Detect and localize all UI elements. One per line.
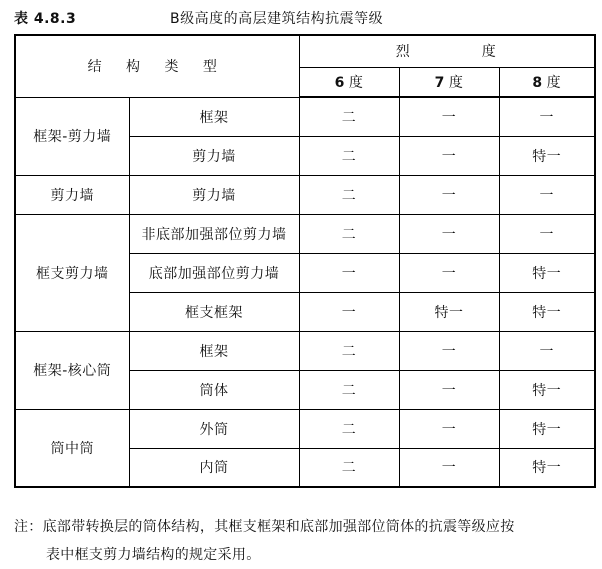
header-intensity: 烈 度	[299, 35, 595, 67]
grade-7: 一	[399, 214, 499, 253]
grade-6: 二	[299, 409, 399, 448]
table-row	[15, 175, 595, 214]
grade-8: 特一	[499, 292, 595, 331]
grade-7: 特一	[399, 292, 499, 331]
sub-type: 底部加强部位剪力墙	[129, 253, 299, 292]
grade-7: 一	[399, 370, 499, 409]
grade-7: 一	[399, 448, 499, 487]
grade-6: 二	[299, 136, 399, 175]
header-degree-6: 6 度	[299, 67, 399, 97]
grade-6: 一	[299, 253, 399, 292]
grade-8: 一	[499, 175, 595, 214]
grade-6: 一	[299, 292, 399, 331]
table-row	[15, 409, 595, 448]
group-name: 框架-剪力墙	[15, 97, 129, 175]
grade-7: 一	[399, 253, 499, 292]
grade-8: 一	[499, 214, 595, 253]
grade-6: 二	[299, 370, 399, 409]
grade-6: 二	[299, 214, 399, 253]
header-structure-type: 结 构 类 型	[15, 35, 299, 97]
grade-8: 一	[499, 331, 595, 370]
group-name: 框支剪力墙	[15, 214, 129, 331]
table-row	[15, 331, 595, 370]
grade-8: 特一	[499, 253, 595, 292]
note-line-1: 注：底部带转换层的筒体结构，其框支框架和底部加强部位筒体的抗震等级应按	[14, 519, 515, 535]
sub-type: 外筒	[129, 409, 299, 448]
grade-6: 二	[299, 97, 399, 136]
grade-7: 一	[399, 175, 499, 214]
group-name: 框架-核心筒	[15, 331, 129, 409]
note-line-2: 表中框支剪力墙结构的规定采用。	[46, 547, 261, 563]
grade-8: 特一	[499, 448, 595, 487]
sub-type: 非底部加强部位剪力墙	[129, 214, 299, 253]
table-row	[15, 214, 595, 253]
sub-type: 剪力墙	[129, 136, 299, 175]
grade-6: 二	[299, 175, 399, 214]
sub-type: 内筒	[129, 448, 299, 487]
table-caption	[0, 6, 602, 28]
grade-7: 一	[399, 331, 499, 370]
grade-8: 一	[499, 97, 595, 136]
group-name: 剪力墙	[15, 175, 129, 214]
table-note	[14, 513, 594, 569]
sub-type: 剪力墙	[129, 175, 299, 214]
grade-8: 特一	[499, 370, 595, 409]
grade-6: 二	[299, 331, 399, 370]
grade-7: 一	[399, 97, 499, 136]
table-title: B级高度的高层建筑结构抗震等级	[170, 11, 384, 27]
header-degree-7: 7 度	[399, 67, 499, 97]
grade-8: 特一	[499, 409, 595, 448]
table-number: 表 4.8.3	[14, 11, 77, 27]
sub-type: 框支框架	[129, 292, 299, 331]
sub-type: 框架	[129, 331, 299, 370]
seismic-grade-table	[14, 34, 596, 488]
sub-type: 筒体	[129, 370, 299, 409]
table-row	[15, 97, 595, 136]
grade-7: 一	[399, 409, 499, 448]
header-degree-8: 8 度	[499, 67, 595, 97]
grade-6: 二	[299, 448, 399, 487]
grade-8: 特一	[499, 136, 595, 175]
group-name: 筒中筒	[15, 409, 129, 487]
sub-type: 框架	[129, 97, 299, 136]
grade-7: 一	[399, 136, 499, 175]
